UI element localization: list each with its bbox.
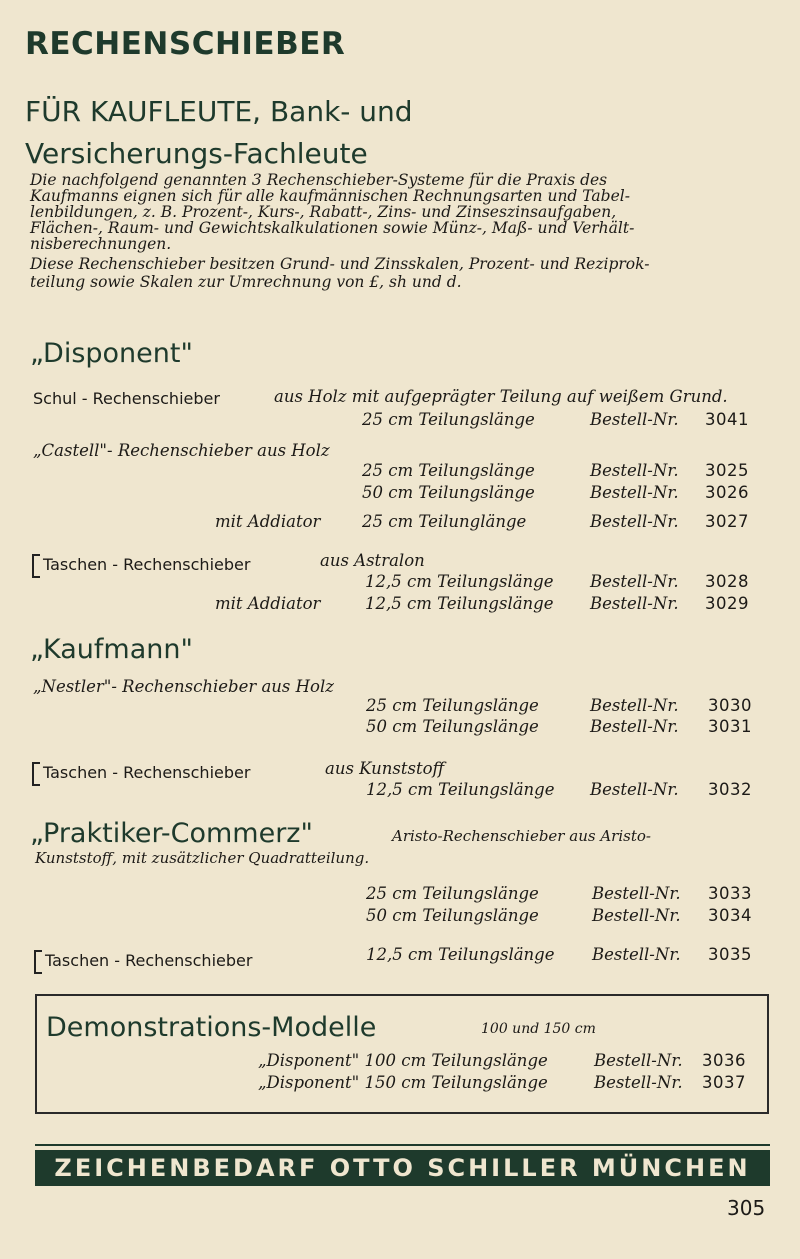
intro-line: Kaufmanns eignen sich für alle kaufmännischen Rechnungsarten und Tabel- [30,187,630,205]
order-number: 3030 [708,696,752,715]
order-label: Bestell-Nr. [590,594,679,613]
order-number: 3041 [705,410,749,429]
page-subtitle-line1: FÜR KAUFLEUTE, Bank- und [25,95,413,128]
taschen-label: Taschen - Rechenschieber [43,763,251,782]
order-number: 3035 [708,945,752,964]
length: 50 cm Teilungslänge [362,483,535,502]
order-number: 3031 [708,717,752,736]
page-subtitle-line2: Versicherungs-Fachleute [25,137,368,170]
footer-banner-text: ZEICHENBEDARF OTTO SCHILLER MÜNCHEN [54,1154,751,1182]
footer-rule [35,1144,770,1146]
addiator-prefix: mit Addiator [215,594,321,613]
order-label: Bestell-Nr. [594,1051,683,1070]
castell-label: „Castell"- Rechenschieber aus Holz [33,441,330,460]
length: 50 cm Teilungslänge [366,906,539,925]
length: 12,5 cm Teilungslänge [365,572,554,591]
order-label: Bestell-Nr. [590,572,679,591]
order-label: Bestell-Nr. [594,1073,683,1092]
section-heading-kaufmann: „Kaufmann" [30,634,193,665]
length: 25 cm Teilungslänge [362,410,535,429]
length: 25 cm Teilunglänge [362,512,527,531]
bracket-mark [34,950,42,974]
order-number: 3027 [705,512,749,531]
order-number: 3037 [702,1073,746,1092]
order-label: Bestell-Nr. [592,884,681,903]
order-label: Bestell-Nr. [590,717,679,736]
order-number: 3026 [705,483,749,502]
taschen-material: aus Kunststoff [325,759,445,778]
intro-line: teilung sowie Skalen zur Umrechnung von £, sh und d. [30,273,462,291]
order-number: 3032 [708,780,752,799]
intro-line: Die nachfolgend genannten 3 Rechenschieber-Systeme für die Praxis des [30,171,608,189]
schul-desc: aus Holz mit aufgeprägter Teilung auf weißem Grund. [274,387,728,406]
length: 12,5 cm Teilungslänge [366,780,555,799]
praktiker-desc: Kunststoff, mit zusätzlicher Quadratteilung. [35,849,370,867]
nestler-label: „Nestler"- Rechenschieber aus Holz [33,677,334,696]
order-label: Bestell-Nr. [590,780,679,799]
intro-line: nisberechnungen. [30,235,172,253]
demo-sizes: 100 und 150 cm [481,1021,596,1037]
order-label: Bestell-Nr. [590,410,679,429]
intro-line: Flächen-, Raum- und Gewichtskalkulationen sowie Münz-, Maß- und Verhält- [30,219,635,237]
order-number: 3025 [705,461,749,480]
length: 12,5 cm Teilungslänge [365,594,554,613]
order-label: Bestell-Nr. [590,483,679,502]
demo-model: „Disponent" 100 cm Teilungslänge [258,1051,548,1070]
taschen-label: Taschen - Rechenschieber [43,555,251,574]
order-label: Bestell-Nr. [590,512,679,531]
demo-model: „Disponent" 150 cm Teilungslänge [258,1073,548,1092]
order-number: 3029 [705,594,749,613]
taschen-label: Taschen - Rechenschieber [45,951,253,970]
order-label: Bestell-Nr. [590,696,679,715]
order-number: 3028 [705,572,749,591]
length: 50 cm Teilungslänge [366,717,539,736]
order-number: 3033 [708,884,752,903]
demo-heading: Demonstrations-Modelle [46,1012,377,1043]
page-number: 305 [727,1196,766,1220]
length: 25 cm Teilungslänge [366,696,539,715]
schul-label: Schul - Rechenschieber [33,389,220,408]
bracket-mark [32,762,40,786]
intro-line: lenbildungen, z. B. Prozent-, Kurs-, Rabatt-, Zins- und Zinseszinsaufgaben, [30,203,617,221]
length: 12,5 cm Teilungslänge [366,945,555,964]
addiator-prefix: mit Addiator [215,512,321,531]
length: 25 cm Teilungslänge [362,461,535,480]
section-heading-praktiker: „Praktiker-Commerz" [30,818,313,849]
order-label: Bestell-Nr. [592,906,681,925]
order-label: Bestell-Nr. [590,461,679,480]
order-label: Bestell-Nr. [592,945,681,964]
order-number: 3034 [708,906,752,925]
bracket-mark [32,554,40,578]
intro-line: Diese Rechenschieber besitzen Grund- und Zinsskalen, Prozent- und Reziprok- [30,255,650,273]
praktiker-desc: Aristo-Rechenschieber aus Aristo- [392,827,651,845]
length: 25 cm Teilungslänge [366,884,539,903]
section-heading-disponent: „Disponent" [30,338,193,369]
order-number: 3036 [702,1051,746,1070]
taschen-material: aus Astralon [320,551,425,570]
page-title: RECHENSCHIEBER [25,26,346,62]
